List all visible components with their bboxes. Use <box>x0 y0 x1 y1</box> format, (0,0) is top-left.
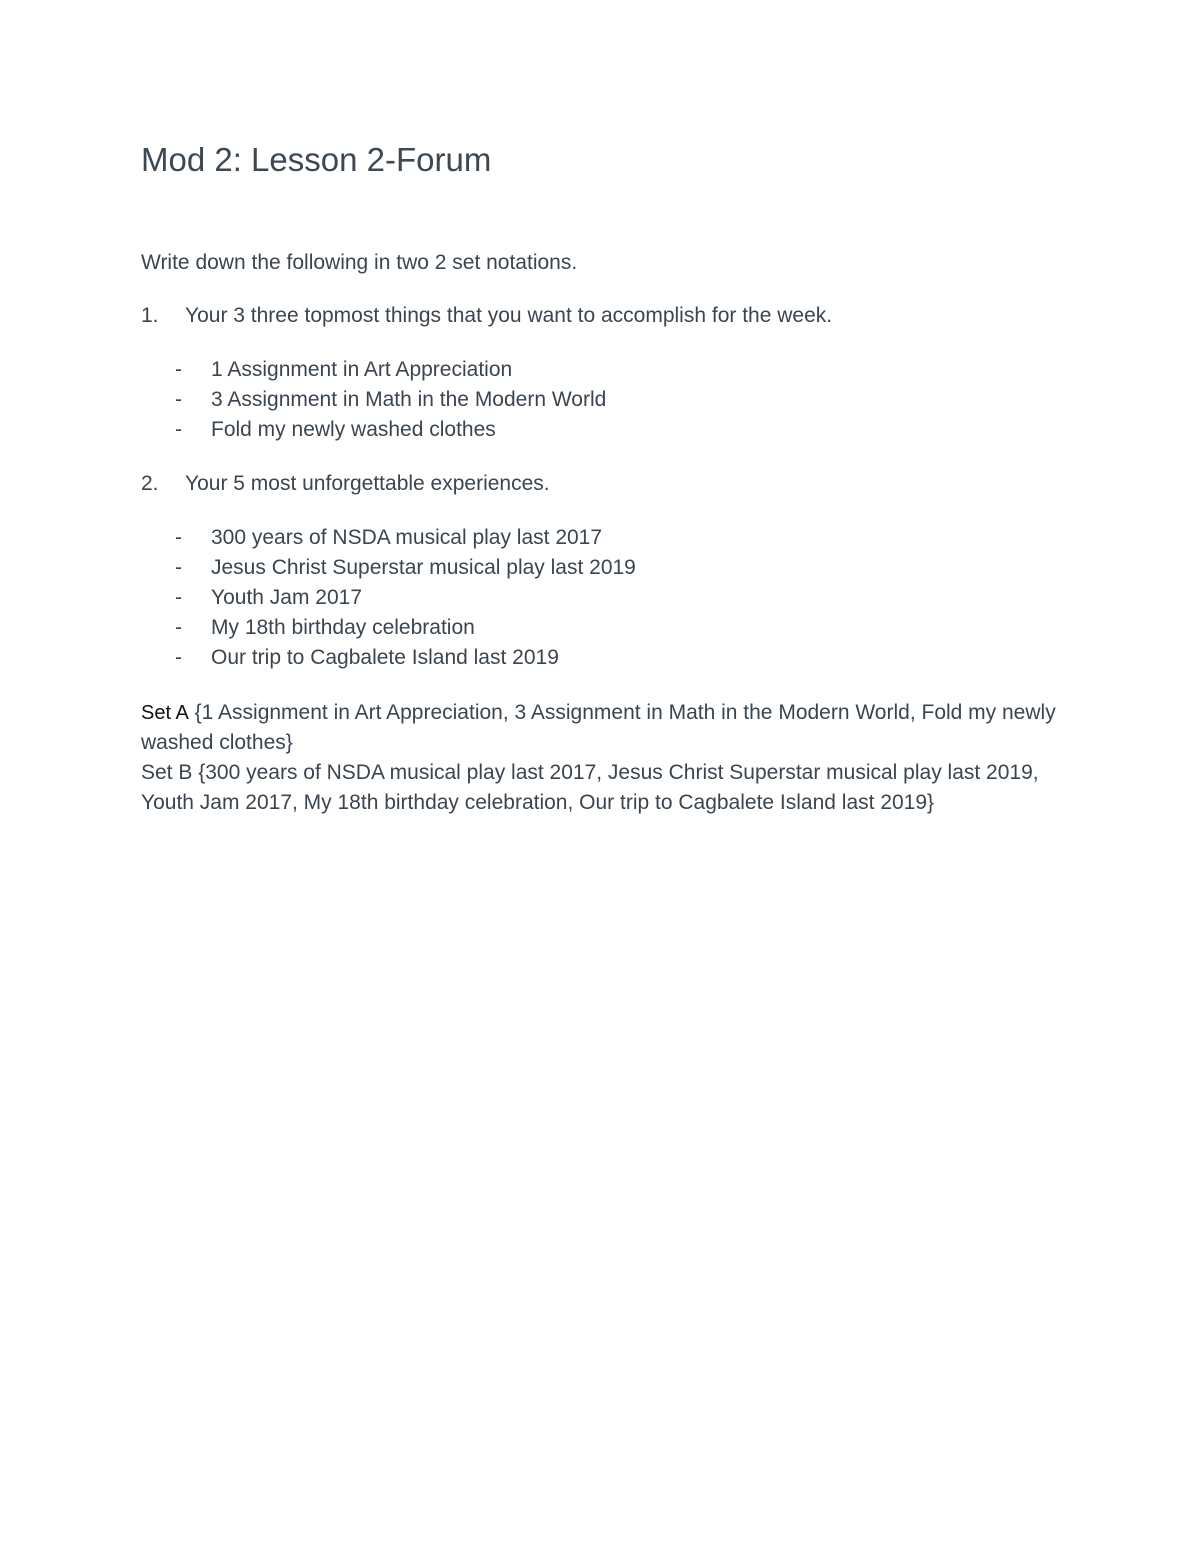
set-a <box>141 698 1071 758</box>
list-item-text: My 18th birthday celebration <box>211 616 475 639</box>
question-1 <box>141 302 1071 330</box>
bullet-dash: - <box>175 358 182 381</box>
question-text: Your 3 three topmost things that you want to accomplish for the week. <box>185 304 833 327</box>
bullet-dash: - <box>175 616 182 639</box>
list-item-text: Our trip to Cagbalete Island last 2019 <box>211 646 559 669</box>
list-item <box>141 415 1071 445</box>
list-item <box>141 643 1071 673</box>
question-text: Your 5 most unforgettable experiences. <box>185 472 550 495</box>
bullet-dash: - <box>175 556 182 579</box>
set-a-label: Set A <box>141 702 189 724</box>
question-2 <box>141 470 1071 498</box>
set-b-body: {300 years of NSDA musical play last 2017, Jesus Christ Superstar musical play last 2019, Youth Jam 2017, My 18th birthday celebration, Our trip to Cagbalete Island last 2019} <box>141 761 1039 814</box>
bullet-dash: - <box>175 418 182 441</box>
list-item <box>141 523 1071 553</box>
question-number: 2. <box>141 472 159 495</box>
list-item <box>141 583 1071 613</box>
list-item <box>141 553 1071 583</box>
list-item <box>141 355 1071 385</box>
list-item-text: 300 years of NSDA musical play last 2017 <box>211 526 603 549</box>
list-item-text: Fold my newly washed clothes <box>211 418 496 441</box>
set-b <box>141 758 1071 818</box>
set-b-label: Set B <box>141 761 193 784</box>
intro-text: Write down the following in two 2 set notations. <box>141 251 578 274</box>
set-a-body: {1 Assignment in Art Appreciation, 3 Assignment in Math in the Modern World, Fold my newly washed clothes} <box>141 701 1056 754</box>
list-item <box>141 613 1071 643</box>
set-notations <box>141 698 1071 818</box>
list-item-text: Youth Jam 2017 <box>211 586 363 609</box>
bullet-dash: - <box>175 586 182 609</box>
question-2-list <box>141 523 1071 673</box>
document-content <box>141 140 1071 818</box>
question-1-list <box>141 355 1071 445</box>
list-item-text: 3 Assignment in Math in the Modern World <box>211 388 607 411</box>
list-item <box>141 385 1071 415</box>
list-item-text: Jesus Christ Superstar musical play last 2019 <box>211 556 636 579</box>
bullet-dash: - <box>175 526 182 549</box>
page-title: Mod 2: Lesson 2-Forum <box>141 141 492 178</box>
list-item-text: 1 Assignment in Art Appreciation <box>211 358 513 381</box>
bullet-dash: - <box>175 646 182 669</box>
bullet-dash: - <box>175 388 182 411</box>
question-number: 1. <box>141 304 159 327</box>
